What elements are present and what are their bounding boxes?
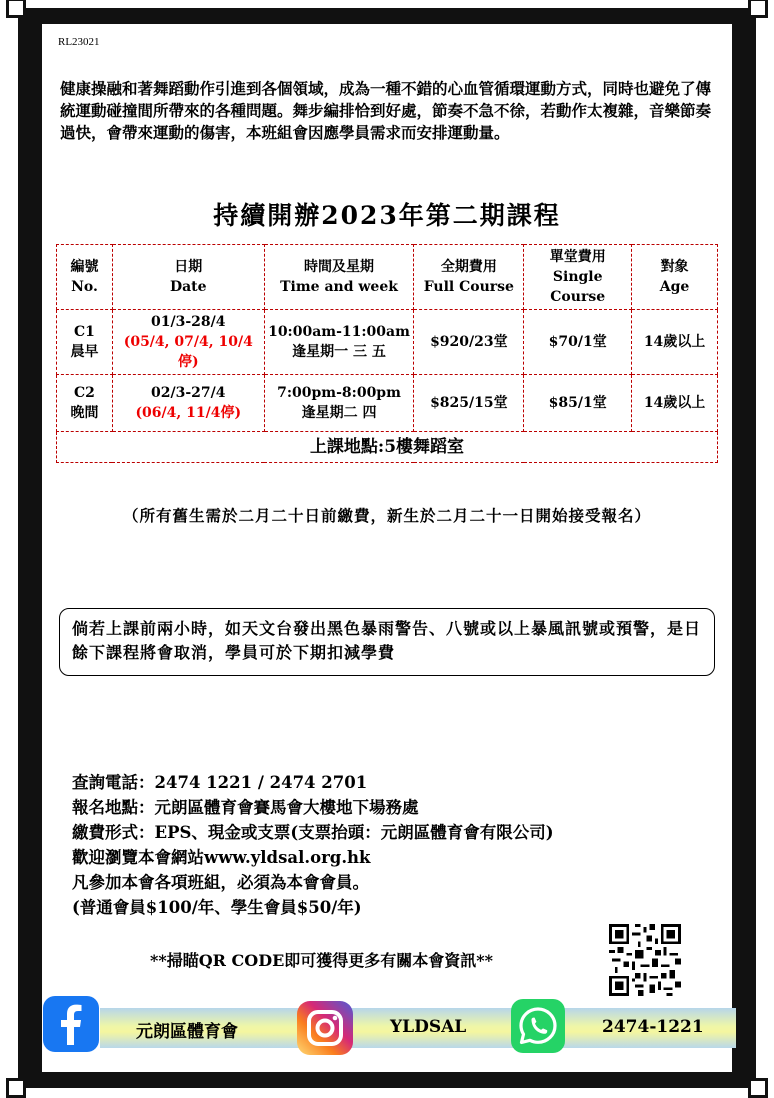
facebook-icon[interactable] — [42, 995, 100, 1053]
contact-info — [72, 770, 554, 920]
frame-corner — [6, 1078, 26, 1098]
table-header-row — [57, 245, 718, 310]
holiday-note: (05/4, 07/4, 10/4停) — [123, 334, 253, 370]
instagram-label: YLDSAL — [390, 1017, 467, 1037]
intro-paragraph: 健康操融和著舞蹈動作引進到各個領域，成為一種不錯的心血管循環運動方式，同時也避免了傳統運動碰撞間所帶來的各種問題。舞步編排恰到好處，節奏不急不徐，若動作太複雜，音樂節奏過快，會帶來運動的傷害，本班組會因應學員需求而安排運動量。 — [60, 79, 712, 142]
frame-corner — [748, 0, 768, 18]
whatsapp-icon[interactable] — [510, 998, 566, 1054]
website-link[interactable]: 歡迎瀏覽本會網站www.yldsal.org.hk — [72, 848, 371, 867]
address-line: 報名地點：元朗區體育會賽馬會大樓地下場務處 — [72, 798, 419, 817]
table-row — [57, 375, 718, 432]
frame-bottom — [18, 1072, 756, 1088]
header-cell: 時間及星期 Time and week — [264, 245, 414, 310]
location-cell: 上課地點:5樓舞蹈室 — [57, 432, 718, 463]
course-code-cell: C1 晨早 — [57, 310, 113, 375]
age-cell: 14歲以上 — [632, 375, 718, 432]
qr-code[interactable] — [609, 924, 681, 996]
registration-note: （所有舊生需於二月二十日前繳費，新生於二月二十一日開始接受報名） — [122, 506, 651, 525]
time-cell: 7:00pm-8:00pm 逢星期二 四 — [264, 375, 414, 432]
qr-caption: **掃瞄QR CODE即可獲得更多有關本會資訊** — [150, 951, 494, 970]
age-cell: 14歲以上 — [632, 310, 718, 375]
holiday-note: (06/4, 11/4停) — [135, 405, 242, 421]
course-table — [56, 244, 718, 463]
weather-notice-box: 倘若上課前兩小時，如天文台發出黑色暴雨警告、八號或以上暴風訊號或預警，是日餘下課程將會取消，學員可於下期扣減學費 — [59, 608, 715, 676]
header-cell: 編號 No. — [57, 245, 113, 310]
frame-top — [18, 8, 756, 24]
instagram-icon[interactable] — [296, 1000, 354, 1056]
page-title: 持續開辦2023年第二期課程 — [213, 201, 561, 230]
full-fee-cell: $825/15堂 — [414, 375, 524, 432]
single-fee-cell: $70/1堂 — [524, 310, 632, 375]
membership-fee-line: (普通會員$100/年、學生會員$50/年) — [72, 898, 362, 917]
header-cell: 全期費用 Full Course — [414, 245, 524, 310]
course-code-cell: C2 晚間 — [57, 375, 113, 432]
table-row — [57, 310, 718, 375]
document-code: RL23021 — [58, 36, 100, 48]
location-row — [57, 432, 718, 463]
full-fee-cell: $920/23堂 — [414, 310, 524, 375]
frame-corner — [6, 0, 26, 18]
header-cell: 日期 Date — [112, 245, 264, 310]
membership-line: 凡參加本會各項班組，必須為本會會員。 — [72, 873, 369, 892]
single-fee-cell: $85/1堂 — [524, 375, 632, 432]
time-cell: 10:00am-11:00am 逢星期一 三 五 — [264, 310, 414, 375]
frame-left — [18, 8, 42, 1088]
date-cell: 02/3-27/4 (06/4, 11/4停) — [112, 375, 264, 432]
header-cell: 單堂費用 Single Course — [524, 245, 632, 310]
payment-line: 繳費形式：EPS、現金或支票(支票抬頭：元朗區體育會有限公司) — [72, 823, 554, 842]
whatsapp-number: 2474-1221 — [602, 1017, 704, 1037]
date-cell: 01/3-28/4 (05/4, 07/4, 10/4停) — [112, 310, 264, 375]
frame-corner — [748, 1078, 768, 1098]
frame-right — [732, 8, 756, 1088]
facebook-label: 元朗區體育會 — [136, 1022, 238, 1042]
phone-line: 查詢電話：2474 1221 / 2474 2701 — [72, 773, 368, 792]
header-cell: 對象 Age — [632, 245, 718, 310]
